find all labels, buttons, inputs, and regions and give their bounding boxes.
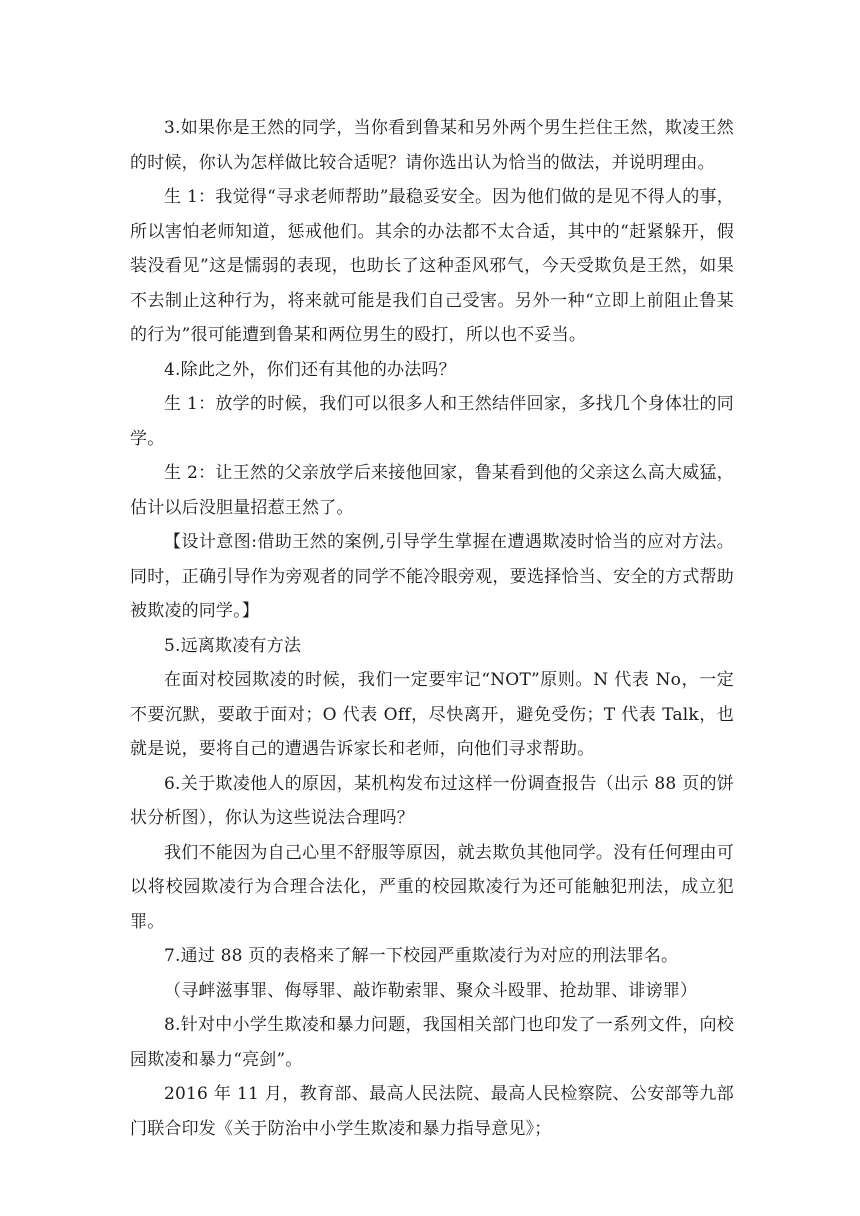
item-7-paragraph: 7.通过 88 页的表格来了解一下校园严重欺凌行为对应的刑法罪名。 [164, 946, 679, 966]
question-4-paragraph: 4.除此之外，你们还有其他的办法吗？ [164, 359, 456, 380]
crime-list-paragraph: （寻衅滋事罪、侮辱罪、敲诈勒索罪、聚众斗殴罪、抢劫罪、诽谤罪） [164, 980, 698, 1001]
student-1-suggestion-paragraph: 生 1：放学的时候，我们可以很多人和王然结伴回家，多找几个身体壮的同学。 [130, 394, 734, 449]
section-5-heading: 5.远离欺凌有方法 [164, 635, 302, 656]
item-8-paragraph: 8.针对中小学生欺凌和暴力问题，我国相关部门也印发了一系列文件，向校园欺凌和暴力“亮剑”。 [130, 1015, 734, 1070]
question-6-paragraph: 6.关于欺凌他人的原因，某机构发布过这样一份调查报告（出示 88 页的饼状分析图），你认为这些说法合理吗？ [130, 773, 734, 828]
student-2-suggestion-paragraph: 生 2：让王然的父亲放学后来接他回家，鲁某看到他的父亲这么高大威猛，估计以后没胆量招惹王然了。 [130, 463, 734, 518]
not-principle-paragraph: 在面对校园欺凌的时候，我们一定要牢记“NOT”原则。N 代表 No，一定不要沉默，要敢于面对；O 代表 Off，尽快离开，避免受伤；T 代表 Talk，也就是说，要将自己的遭遇告诉家长和老师，向他们寻求帮助。 [130, 670, 734, 759]
student-1-answer-paragraph: 生 1：我觉得“寻求老师帮助”最稳妥安全。因为他们做的是见不得人的事，所以害怕老师知道，惩戒他们。其余的办法都不太合适，其中的“赶紧躲开，假装没看见”这是懦弱的表现，也助长了这种歪风邪气，今天受欺负是王然，如果不去制止这种行为，将来就可能是我们自己受害。另外一种“立即上前阻止鲁某的行为”很可能遭到鲁某和两位男生的殴打，所以也不妥当。 [130, 187, 734, 345]
design-intent-paragraph: 【设计意图:借助王然的案例,引导学生掌握在遭遇欺凌时恰当的应对方法。同时，正确引导作为旁观者的同学不能冷眼旁观，要选择恰当、安全的方式帮助被欺凌的同学。】 [130, 532, 734, 621]
policy-2016-paragraph: 2016 年 11 月，教育部、最高人民法院、最高人民检察院、公安部等九部门联合印发《关于防治中小学生欺凌和暴力指导意见》； [130, 1084, 734, 1139]
question-3-paragraph: 3.如果你是王然的同学，当你看到鲁某和另外两个男生拦住王然，欺凌王然的时候，你认为怎样做比较合适呢？请你选出认为恰当的做法，并说明理由。 [130, 118, 734, 173]
no-reason-paragraph: 我们不能因为自己心里不舒服等原因，就去欺负其他同学。没有任何理由可以将校园欺凌行为合理合法化，严重的校园欺凌行为还可能触犯刑法，成立犯罪。 [130, 842, 734, 932]
document-body [130, 111, 734, 1146]
